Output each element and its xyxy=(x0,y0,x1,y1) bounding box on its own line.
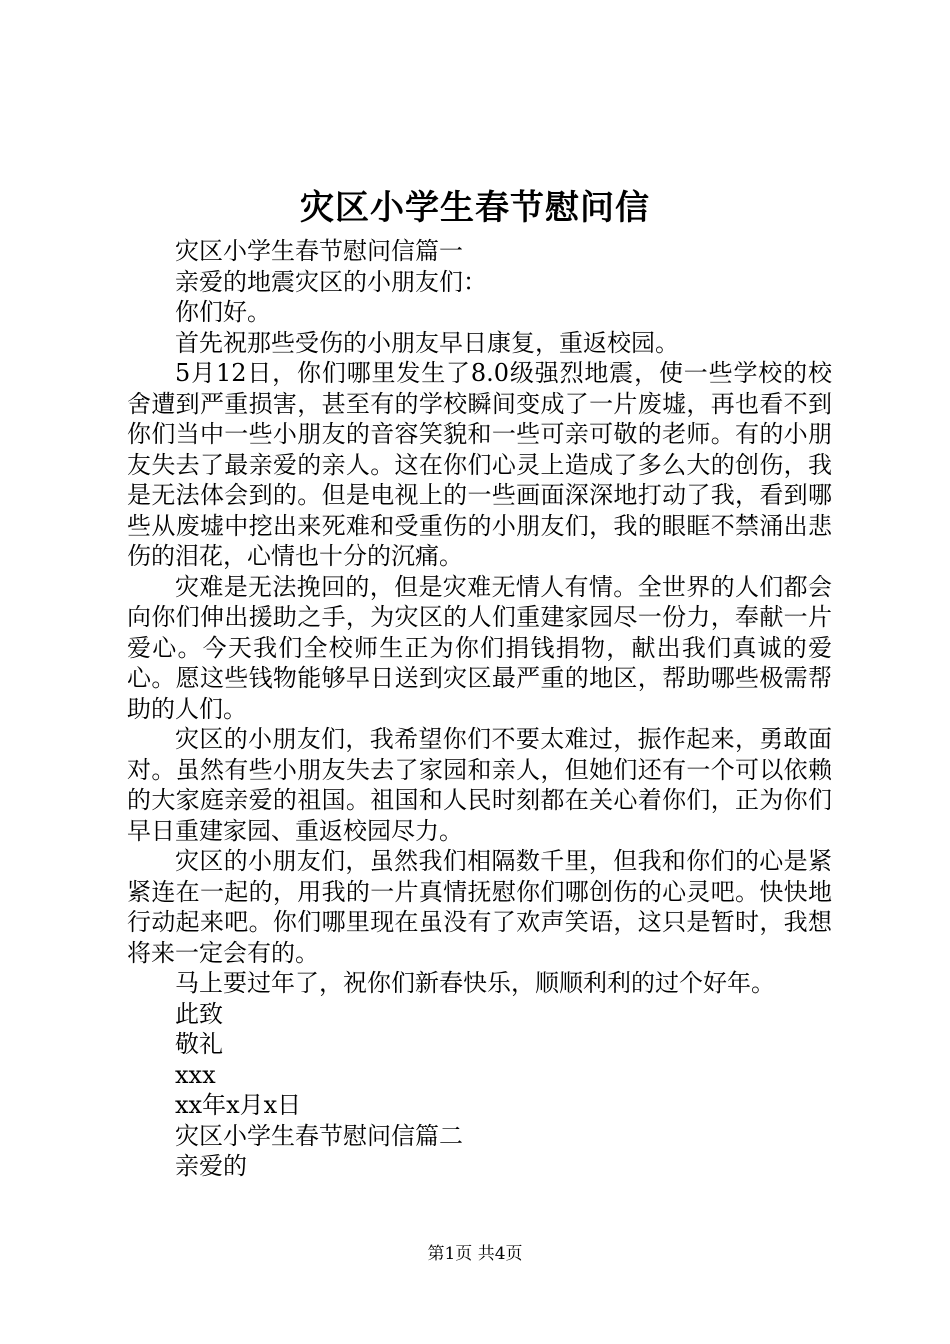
document-title: 灾区小学生春节慰问信 xyxy=(300,188,650,228)
paragraph-new-year: 马上要过年了，祝你们新春快乐，顺顺利利的过个好年。 xyxy=(175,969,775,997)
page-footer: 第1页 共4页 xyxy=(427,1244,523,1264)
paragraph-closing-1: 此致 xyxy=(175,999,223,1028)
paragraph-closing-2: 敬礼 xyxy=(175,1030,223,1058)
paragraph-wish: 首先祝那些受伤的小朋友早日康复，重返校园。 xyxy=(175,328,679,357)
paragraph-date: xx年x月x日 xyxy=(175,1091,302,1119)
paragraph-encouragement: 灾区的小朋友们，我希望你们不要太难过，振作起来，勇敢面对。虽然有些小朋友失去了家园和亲人，但她们还有一个可以依赖的大家庭亲爱的祖国。祖国和人民时刻都在关心着你们，正为你们早日重建家园、重返校园尽力。 xyxy=(127,725,832,845)
paragraph-salutation-2: 亲爱的 xyxy=(175,1152,247,1180)
paragraph-section-heading-2: 灾区小学生春节慰问信篇二 xyxy=(175,1121,463,1150)
paragraph-section-heading: 灾区小学生春节慰问信篇一 xyxy=(175,237,463,265)
paragraph-signature: xxx xyxy=(175,1060,216,1089)
document-body xyxy=(127,236,832,1182)
paragraph-greeting: 你们好。 xyxy=(175,298,271,326)
paragraph-earthquake: 5月12日，你们哪里发生了8.0级强烈地震，使一些学校的校舍遭到严重损害，甚至有的学校瞬间变成了一片废墟，再也看不到你们当中一些小朋友的音容笑貌和一些可亲可敬的老师。有的小朋友失去了最亲爱的亲人。这在你们心灵上造成了多么大的创伤，我是无法体会到的。但是电视上的一些画面深深地打动了我，看到哪些从废墟中挖出来死难和受重伤的小朋友们，我的眼眶不禁涌出悲伤的泪花，心情也十分的沉痛。 xyxy=(127,359,832,570)
paragraph-salutation: 亲爱的地震灾区的小朋友们： xyxy=(175,267,487,296)
paragraph-solidarity: 灾区的小朋友们，虽然我们相隔数千里，但我和你们的心是紧紧连在一起的，用我的一片真情抚慰你们哪创伤的心灵吧。快快地行动起来吧。你们哪里现在虽没有了欢声笑语，这只是暂时，我想将来一定会有的。 xyxy=(127,847,832,967)
paragraph-disaster: 灾难是无法挽回的，但是灾难无情人有情。全世界的人们都会向你们伸出援助之手，为灾区的人们重建家园尽一份力，奉献一片爱心。今天我们全校师生正为你们捐钱捐物，献出我们真诚的爱心。愿这些钱物能够早日送到灾区最严重的地区，帮助哪些极需帮助的人们。 xyxy=(127,572,832,723)
